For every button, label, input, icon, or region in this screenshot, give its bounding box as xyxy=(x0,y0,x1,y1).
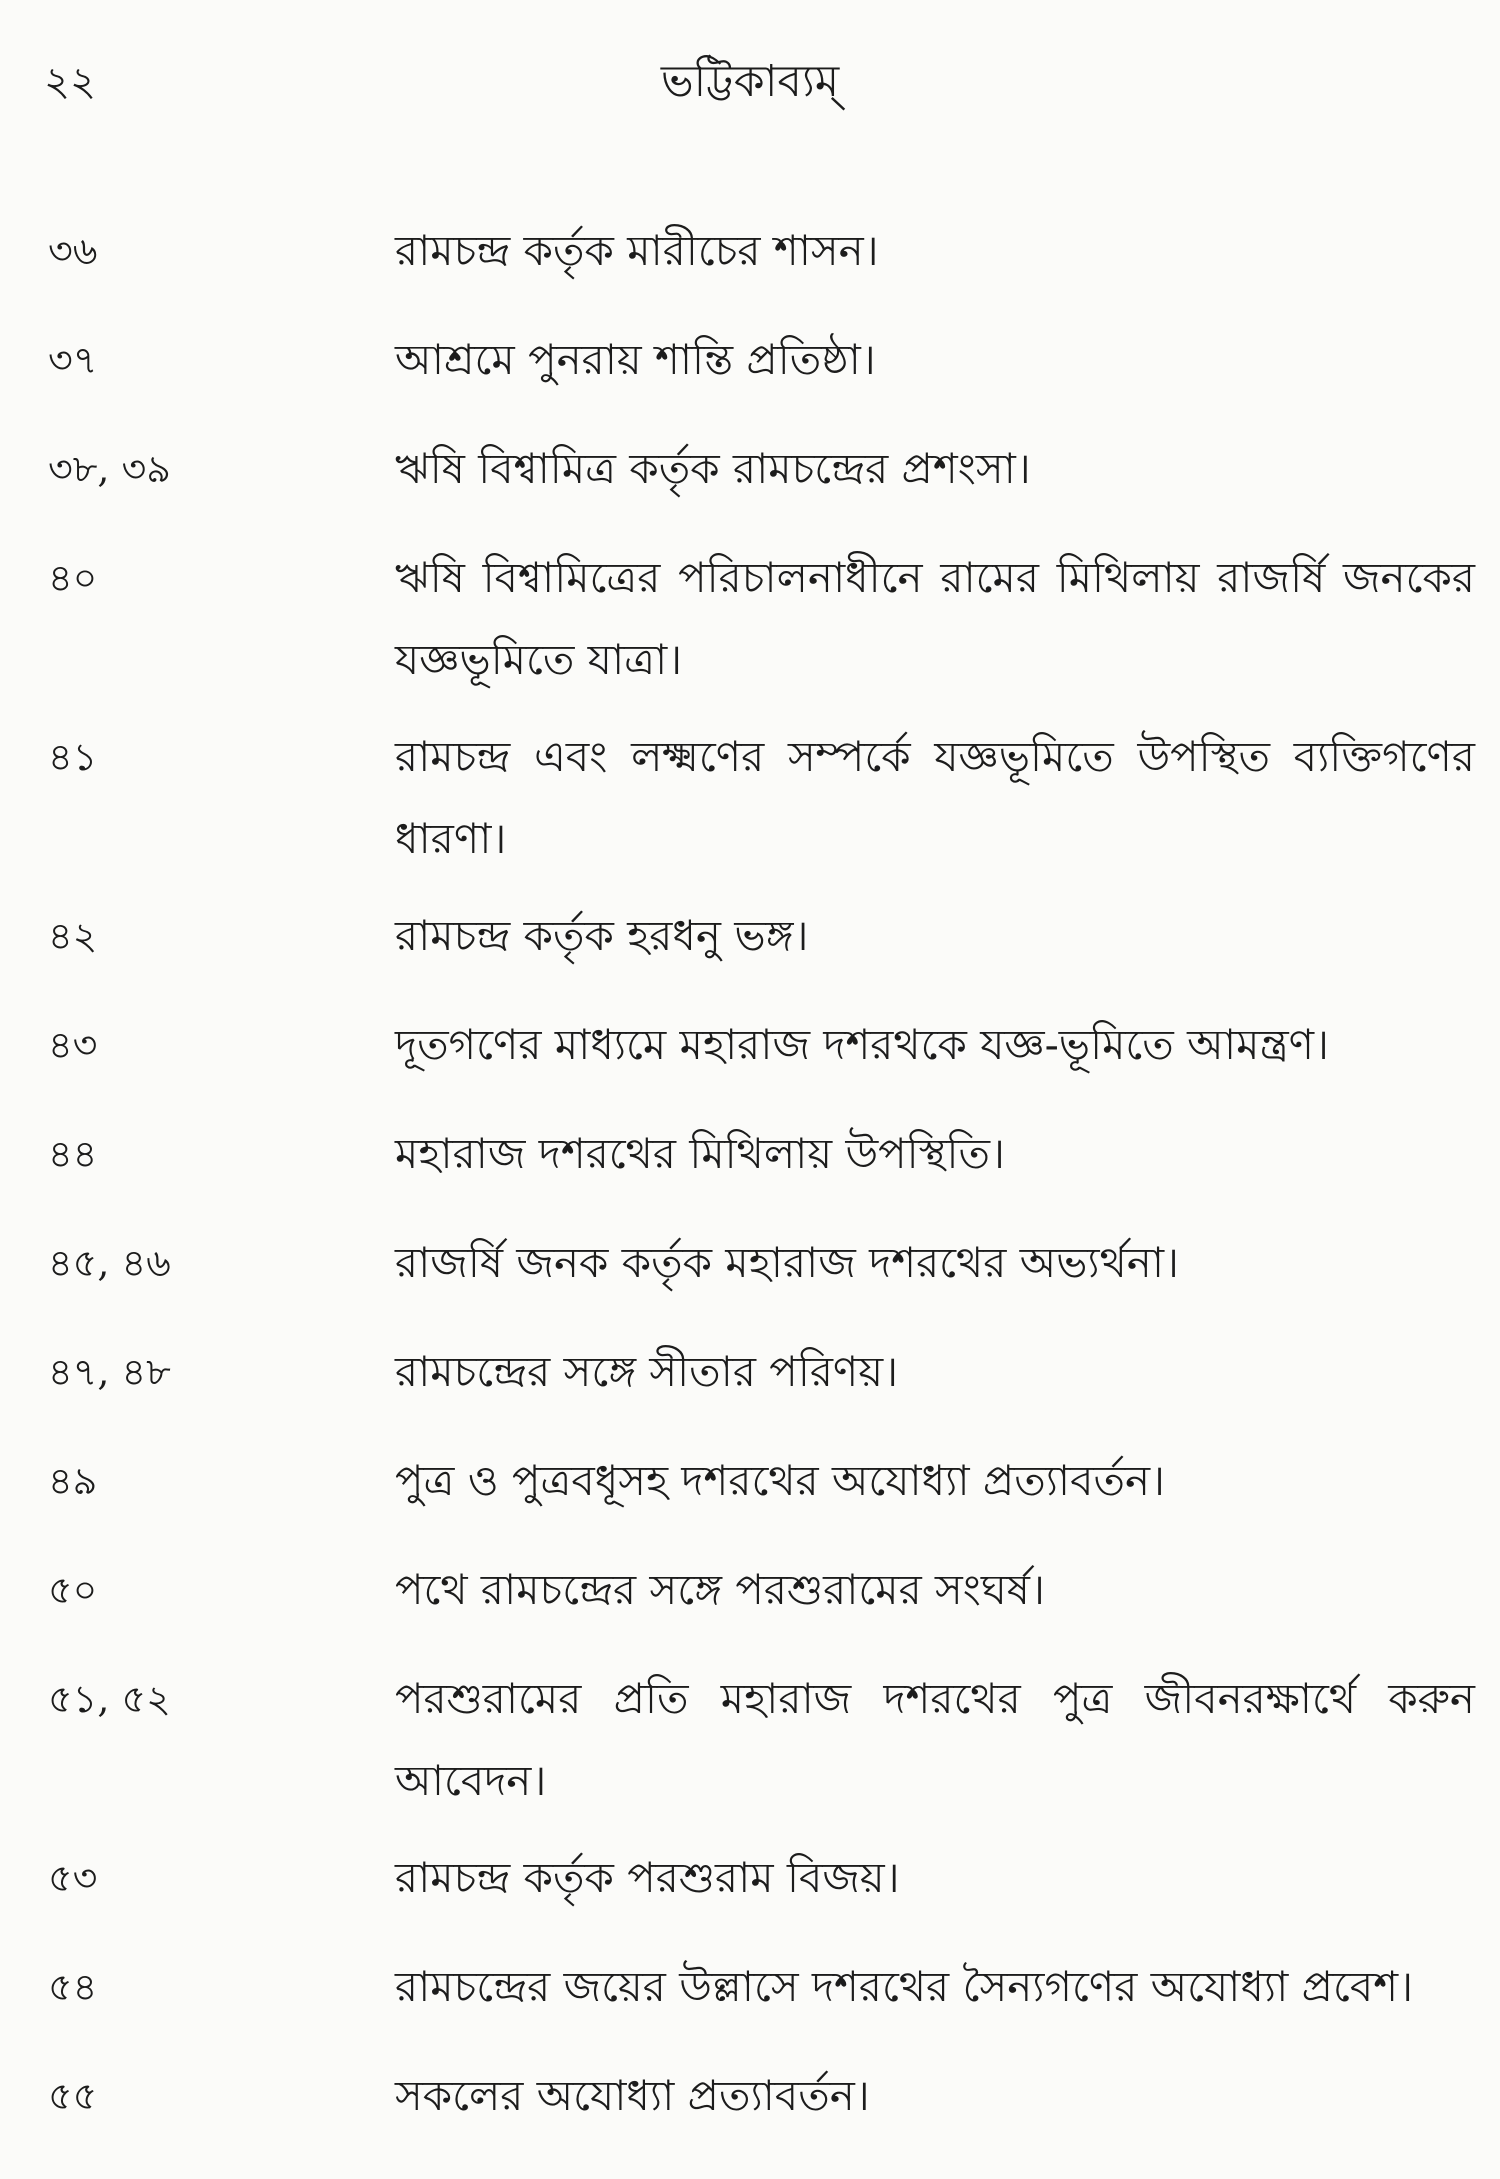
list-item xyxy=(0,910,1500,977)
entry-description: সকলের অযোধ্যা প্রত্যাবর্তন। xyxy=(395,2071,870,2120)
verse-number: ৪৪ xyxy=(48,1132,98,1176)
entry-description: রাজর্ষি জনক কর্তৃক মহারাজ দশরথের অভ্যর্থনা। xyxy=(395,1238,1180,1287)
entry-description: মহারাজ দশরথের মিথিলায় উপস্থিতি। xyxy=(395,1129,1006,1178)
list-item xyxy=(0,1455,1500,1522)
verse-number: ৩৭ xyxy=(48,338,98,382)
entry-description: পুত্র ও পুত্রবধূসহ দশরথের অযোধ্যা প্রত্যাবর্তন। xyxy=(395,1456,1166,1505)
list-item xyxy=(0,2070,1500,2137)
verse-number: ৩৮, ৩৯ xyxy=(48,447,171,491)
verse-number: ৪৩ xyxy=(48,1023,98,1067)
entry-description: রামচন্দ্রের সঙ্গে সীতার পরিণয়। xyxy=(395,1347,899,1396)
entry-description: রামচন্দ্র কর্তৃক পরশুরাম বিজয়। xyxy=(395,1853,900,1902)
verse-number: ৪০ xyxy=(48,556,98,600)
verse-number: ৪৯ xyxy=(48,1459,98,1503)
list-item xyxy=(0,1852,1500,1919)
list-item xyxy=(0,552,1500,701)
list-item xyxy=(0,1961,1500,2028)
verse-number: ৫৪ xyxy=(48,1965,98,2009)
entry-description: রামচন্দ্রের জয়ের উল্লাসে দশরথের সৈন্যগণের অযোধ্যা প্রবেশ। xyxy=(395,1962,1414,2011)
verse-number: ৪১ xyxy=(48,735,98,779)
page-number: ২২ xyxy=(44,59,97,105)
entry-description: পথে রামচন্দ্রের সঙ্গে পরশুরামের সংঘর্ষ। xyxy=(395,1565,1045,1614)
contents-list xyxy=(0,225,1500,2179)
entry-description: দূতগণের মাধ্যমে মহারাজ দশরথকে যজ্ঞ-ভূমিতে আমন্ত্রণ। xyxy=(395,1020,1330,1069)
verse-number: ৪৭, ৪৮ xyxy=(48,1350,171,1394)
entry-description: ঋষি বিশ্বামিত্র কর্তৃক রামচন্দ্রের প্রশংসা। xyxy=(395,444,1031,493)
list-item xyxy=(0,1346,1500,1413)
verse-number: ৫৩ xyxy=(48,1856,98,1900)
verse-number: ৫৫ xyxy=(48,2074,98,2118)
list-item xyxy=(0,1128,1500,1195)
entry-description: রামচন্দ্র কর্তৃক হরধনু ভঙ্গ। xyxy=(395,911,809,960)
verse-number: ৫০ xyxy=(48,1568,98,1612)
verse-number: ৪২ xyxy=(48,914,98,958)
list-item xyxy=(0,443,1500,510)
list-item xyxy=(0,225,1500,292)
verse-number: ৩৬ xyxy=(48,229,98,273)
entry-description: পরশুরামের প্রতি মহারাজ দশরথের পুত্র জীবনরক্ষার্থে করুন আবেদন। xyxy=(395,1674,1475,1805)
running-title: ভট্টিকাব্যম্ xyxy=(660,56,840,107)
entry-description: ঋষি বিশ্বামিত্রের পরিচালনাধীনে রামের মিথিলায় রাজর্ষি জনকের যজ্ঞভূমিতে যাত্রা। xyxy=(395,553,1475,684)
verse-number: ৫১, ৫২ xyxy=(48,1677,171,1721)
verse-number: ৪৫, ৪৬ xyxy=(48,1241,171,1285)
list-item xyxy=(0,1019,1500,1086)
entry-description: আশ্রমে পুনরায় শান্তি প্রতিষ্ঠা। xyxy=(395,335,876,384)
entry-description: রামচন্দ্র এবং লক্ষ্মণের সম্পর্কে যজ্ঞভূমিতে উপস্থিত ব্যক্তিগণের ধারণা। xyxy=(395,732,1475,863)
list-item xyxy=(0,334,1500,401)
list-item xyxy=(0,1237,1500,1304)
list-item xyxy=(0,1673,1500,1822)
entry-description: রামচন্দ্র কর্তৃক মারীচের শাসন। xyxy=(395,226,879,275)
list-item xyxy=(0,731,1500,880)
list-item xyxy=(0,1564,1500,1631)
